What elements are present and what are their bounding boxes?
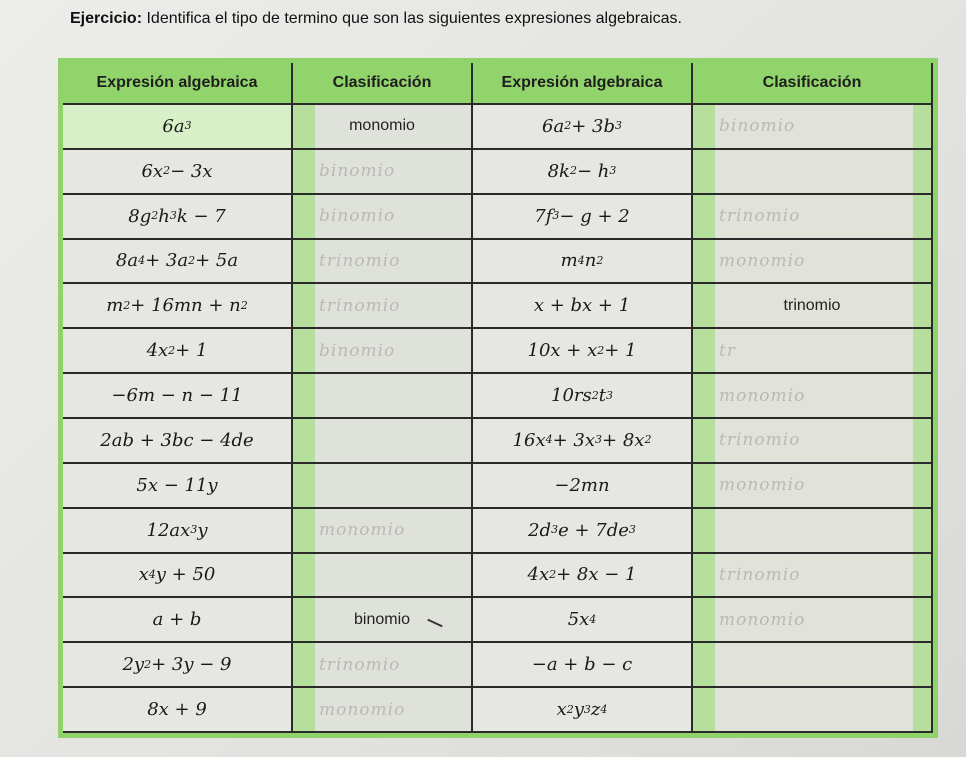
expression-cell-right: 4x 2 + 8x − 1 (473, 554, 693, 599)
classification-cell-right[interactable] (693, 554, 933, 599)
erased-answer: binomio (319, 161, 396, 182)
erased-answer: monomio (719, 250, 806, 271)
classification-cell-left[interactable] (293, 240, 473, 285)
expression-cell-right: m 4 n 2 (473, 240, 693, 285)
expression-cell-right: 10x + x 2 + 1 (473, 329, 693, 374)
expression-cell-left: m 2 + 16mn + n 2 (63, 284, 293, 329)
classification-cell-left[interactable] (293, 598, 473, 643)
erased-answer: tr (719, 340, 736, 361)
expression-cell-right: 10rs 2 t 3 (473, 374, 693, 419)
expression-cell-right: −a + b − c (473, 643, 693, 688)
classification-cell-left[interactable] (293, 329, 473, 374)
header-classification-left: Clasificación (293, 63, 473, 105)
classification-cell-right[interactable] (693, 105, 933, 150)
erased-answer: monomio (719, 475, 806, 496)
expression-cell-right: 5x 4 (473, 598, 693, 643)
expression-cell-right: 2d 3 e + 7de 3 (473, 509, 693, 554)
expression-cell-left: 8g 2 h 3 k − 7 (63, 195, 293, 240)
pen-mark (427, 619, 442, 628)
exercise-instruction (70, 10, 930, 28)
erased-answer: trinomio (319, 654, 401, 675)
classification-cell-right[interactable] (693, 284, 933, 329)
classification-cell-right[interactable] (693, 329, 933, 374)
expression-cell-right: 7f 3 − g + 2 (473, 195, 693, 240)
classification-cell-right[interactable] (693, 598, 933, 643)
expression-cell-left: 12ax 3 y (63, 509, 293, 554)
erased-answer: binomio (319, 340, 396, 361)
classification-table (58, 58, 938, 738)
classification-cell-left[interactable] (293, 554, 473, 599)
expression-cell-left: 2y 2 + 3y − 9 (63, 643, 293, 688)
classification-answer: trinomio (783, 296, 841, 314)
expression-cell-right: −2mn (473, 464, 693, 509)
expression-cell-left: 6a 3 (63, 105, 293, 150)
classification-cell-left[interactable] (293, 643, 473, 688)
classification-answer: binomio (353, 610, 411, 628)
expression-cell-left: 6x 2 − 3x (63, 150, 293, 195)
classification-cell-left[interactable] (293, 464, 473, 509)
header-classification-right: Clasificación (693, 63, 933, 105)
expression-cell-left: 2ab + 3bc − 4de (63, 419, 293, 464)
classification-cell-right[interactable] (693, 374, 933, 419)
expression-cell-left: a + b (63, 598, 293, 643)
classification-answer: monomio (349, 117, 415, 135)
expression-cell-right: 16x 4 + 3x 3 + 8x 2 (473, 419, 693, 464)
classification-cell-right[interactable] (693, 688, 933, 733)
header-expression-right: Expresión algebraica (473, 63, 693, 105)
erased-answer: monomio (719, 609, 806, 630)
classification-cell-right[interactable] (693, 240, 933, 285)
erased-answer: monomio (319, 520, 406, 541)
expression-cell-left: 8a 4 + 3a 2 + 5a (63, 240, 293, 285)
expression-cell-left: x 4 y + 50 (63, 554, 293, 599)
classification-cell-right[interactable] (693, 195, 933, 240)
expression-cell-left: 5x − 11y (63, 464, 293, 509)
expression-cell-left: −6m − n − 11 (63, 374, 293, 419)
header-expression-left: Expresión algebraica (63, 63, 293, 105)
erased-answer: monomio (319, 699, 406, 720)
expression-cell-right: x 2 y 3 z 4 (473, 688, 693, 733)
expression-cell-left: 8x + 9 (63, 688, 293, 733)
classification-cell-left[interactable] (293, 509, 473, 554)
classification-cell-left[interactable] (293, 419, 473, 464)
erased-answer: trinomio (719, 430, 801, 451)
classification-cell-left[interactable] (293, 688, 473, 733)
exercise-text: Identifica el tipo de termino que son las siguientes expresiones algebraicas. (142, 10, 682, 27)
classification-cell-left[interactable] (293, 284, 473, 329)
expression-cell-right: 8k 2 − h 3 (473, 150, 693, 195)
erased-answer: trinomio (719, 564, 801, 585)
erased-answer: monomio (719, 385, 806, 406)
erased-answer: trinomio (719, 206, 801, 227)
classification-cell-left[interactable] (293, 195, 473, 240)
classification-cell-left[interactable] (293, 150, 473, 195)
classification-cell-right[interactable] (693, 150, 933, 195)
classification-cell-right[interactable] (693, 509, 933, 554)
classification-cell-right[interactable] (693, 464, 933, 509)
erased-answer: binomio (719, 116, 796, 137)
classification-cell-left[interactable] (293, 374, 473, 419)
expression-cell-right: x + bx + 1 (473, 284, 693, 329)
classification-cell-right[interactable] (693, 643, 933, 688)
exercise-label: Ejercicio: (70, 10, 143, 27)
classification-cell-left[interactable] (293, 105, 473, 150)
expression-cell-right: 6a 2 + 3b 3 (473, 105, 693, 150)
classification-cell-right[interactable] (693, 419, 933, 464)
expression-cell-left: 4x 2 + 1 (63, 329, 293, 374)
erased-answer: trinomio (319, 250, 401, 271)
erased-answer: trinomio (319, 295, 401, 316)
table-grid (63, 63, 933, 733)
erased-answer: binomio (319, 206, 396, 227)
